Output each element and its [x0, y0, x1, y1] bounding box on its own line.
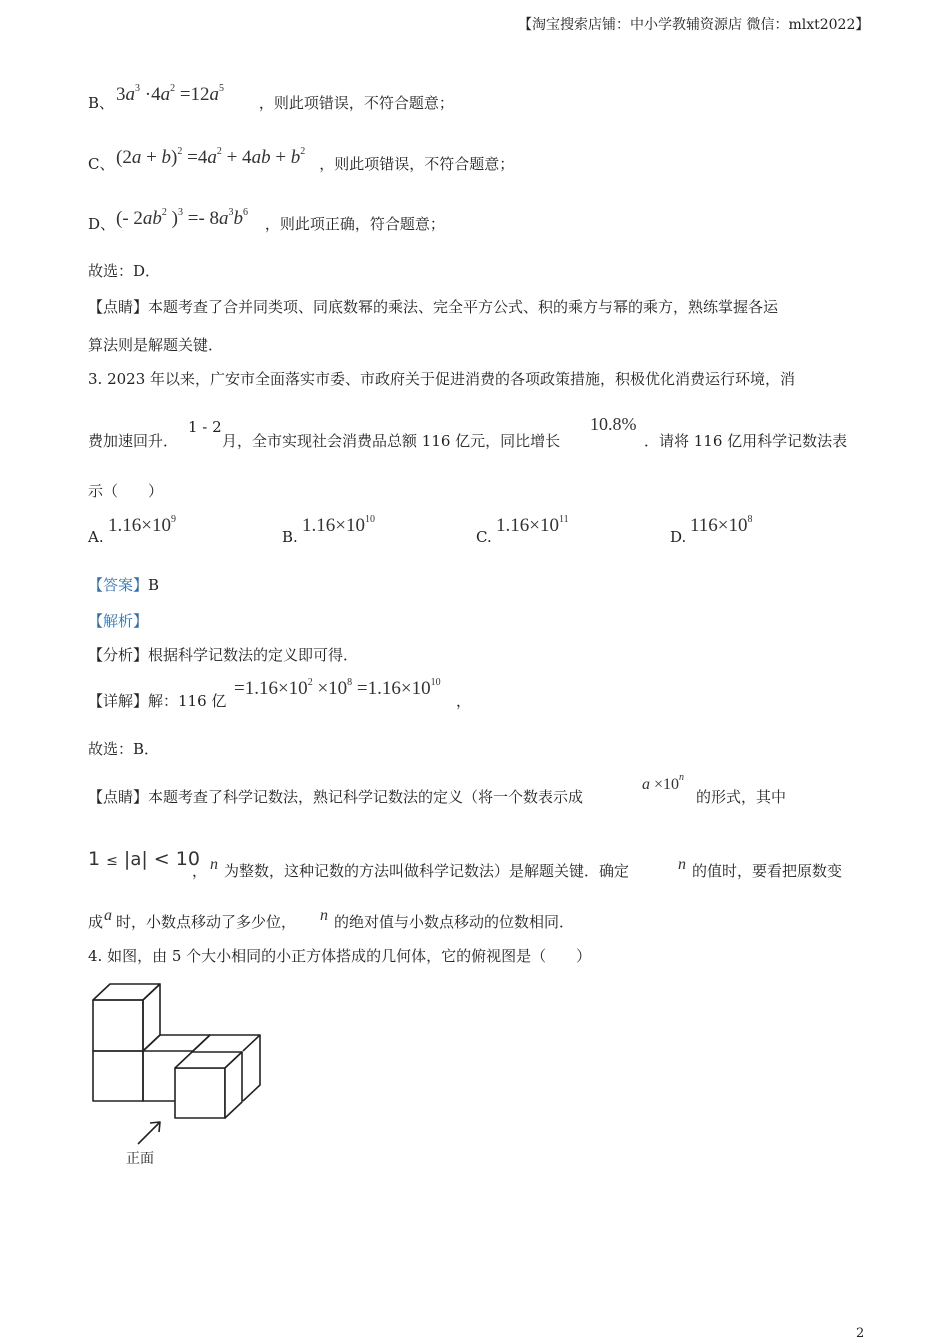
- q2-option-b-expr: $3a^3 \cdot 4a^2 =12a^5$: [116, 83, 225, 105]
- q4-stem: 4. 如图，由 5 个大小相同的小正方体搭成的几何体，它的俯视图是（ ）: [88, 947, 592, 965]
- figure-label-front: 正面: [126, 1151, 154, 1167]
- q3-comment-line3-b: 时，小数点移动了多少位，: [116, 913, 297, 931]
- q3-answer: B: [148, 576, 160, 594]
- q3-comment-line2-a: ，: [192, 862, 208, 880]
- q3-comment-expr: $a \times 10^n$: [642, 772, 685, 793]
- q3-comment-b: 的形式，其中: [696, 788, 787, 806]
- q3-stem-line2-b: 月，全市实现社会消费品总额 116 亿元，同比增长: [222, 432, 561, 450]
- q3-option-a-expr: $1.16\times 10^9$: [108, 514, 176, 536]
- q3-comment-a: 【点睛】本题考查了科学记数法，熟记科学记数法的定义（将一个数表示成: [88, 788, 584, 806]
- q2-option-b-comment: ，则此项错误，不符合题意；: [258, 94, 454, 112]
- q2-option-c-label: C、: [88, 155, 115, 173]
- q3-option-d-letter: D.: [670, 528, 687, 546]
- q3-comment-line2-c: 的值时，要看把原数变: [692, 862, 843, 880]
- q3-option-a-letter: A.: [88, 528, 104, 546]
- cube-bottom-middle-top: [143, 1035, 210, 1051]
- q3-comment-line3-var: a: [104, 907, 112, 924]
- q2-comment-line1: 【点睛】本题考查了合并同类项、同底数幂的乘法、完全平方公式、积的乘方与幂的乘方，熟练掌握各运: [88, 298, 779, 316]
- q2-option-d: [88, 207, 445, 235]
- q3-month-range: 1 - 2: [188, 418, 222, 436]
- q3-answer-tag: 【答案】: [88, 576, 149, 594]
- q3-stem-line1: 3. 2023 年以来，广安市全面落实市委、市政府关于促进消费的各项政策措施，积极优化消费运行环境，消: [88, 370, 796, 388]
- q3-comment-line3-n: n: [320, 907, 328, 924]
- q3-comment-line3-c: 的绝对值与小数点移动的位数相同．: [334, 913, 575, 931]
- q2-option-d-label: D、: [88, 215, 116, 233]
- front-arrow-line: [138, 1122, 160, 1144]
- q2-option-d-comment: ，则此项正确，符合题意；: [264, 215, 445, 233]
- q2-option-d-expr: (- $2ab^2$ )$^3 =- 8a^3b^6$: [116, 207, 249, 229]
- q3-comment-n1: n: [210, 856, 218, 873]
- q3-option-d-expr: $116\times 10^8$: [690, 514, 753, 536]
- page-number: 2: [856, 1326, 865, 1341]
- q3-option-c-letter: C.: [476, 528, 492, 546]
- q3-option-c-expr: $1.16\times 10^{11}$: [496, 514, 569, 536]
- cube-back-top: [193, 1035, 260, 1051]
- q3-option-b-letter: B.: [282, 528, 298, 546]
- q3-comment-abs-expr: 1 ≤ |a| < 10: [88, 848, 200, 870]
- q3-comment-line2-b: 为整数，这种记数的方法叫做科学记数法）是解题关键．确定: [224, 862, 630, 880]
- q2-option-c-expr: $(2a + b)^2 =4a^2 + 4ab + b^2$: [116, 146, 306, 168]
- q2-option-c: [88, 146, 515, 175]
- q3-detail-end: ，: [456, 692, 472, 710]
- q3-stem-line3: 示（ ）: [88, 482, 164, 500]
- q3-detail-expr: $=1.16\times 10^2 \times 10^8 =1.16\times 10^{10}$: [234, 677, 441, 699]
- q2-option-c-comment: ，则此项错误，不符合题意；: [319, 155, 515, 173]
- q3-fenxi: 【分析】根据科学记数法的定义即可得．: [88, 646, 359, 664]
- q3-growth-percent: 10.8%: [590, 414, 637, 434]
- q3-stem-line2-c: ．请将 116 亿用科学记数法表: [644, 432, 848, 450]
- q3-comment-line3-a: 成: [88, 913, 104, 931]
- q2-comment-line2: 算法则是解题关键．: [88, 336, 224, 354]
- q3-stem-line2-a: 费加速回升．: [88, 432, 179, 450]
- q3-choice: 故选：B．: [88, 740, 160, 758]
- cube-top-roof: [93, 984, 160, 1000]
- q3-analysis-tag: 【解析】: [88, 612, 149, 630]
- q2-choice: 故选：D．: [88, 262, 161, 280]
- cube-top-front: [93, 1000, 143, 1051]
- cube-figure: [80, 978, 280, 1178]
- q3-answer-line: [88, 574, 159, 596]
- cube-bottom-left-front: [93, 1051, 143, 1101]
- header-text: 【淘宝搜索店铺：中小学教辅资源店 微信：mlxt2022】: [518, 17, 870, 33]
- q2-option-b: [88, 83, 454, 114]
- cube-back-side: [243, 1035, 260, 1101]
- q3-option-b-expr: $1.16\times 10^{10}$: [302, 514, 375, 536]
- cube-top-side: [143, 984, 160, 1051]
- cube-front-face: [175, 1068, 225, 1118]
- q3-detail-prefix: 【详解】解：116 亿: [88, 692, 227, 710]
- q3-comment-n2: n: [678, 856, 686, 873]
- q2-option-b-label: B、: [88, 94, 115, 112]
